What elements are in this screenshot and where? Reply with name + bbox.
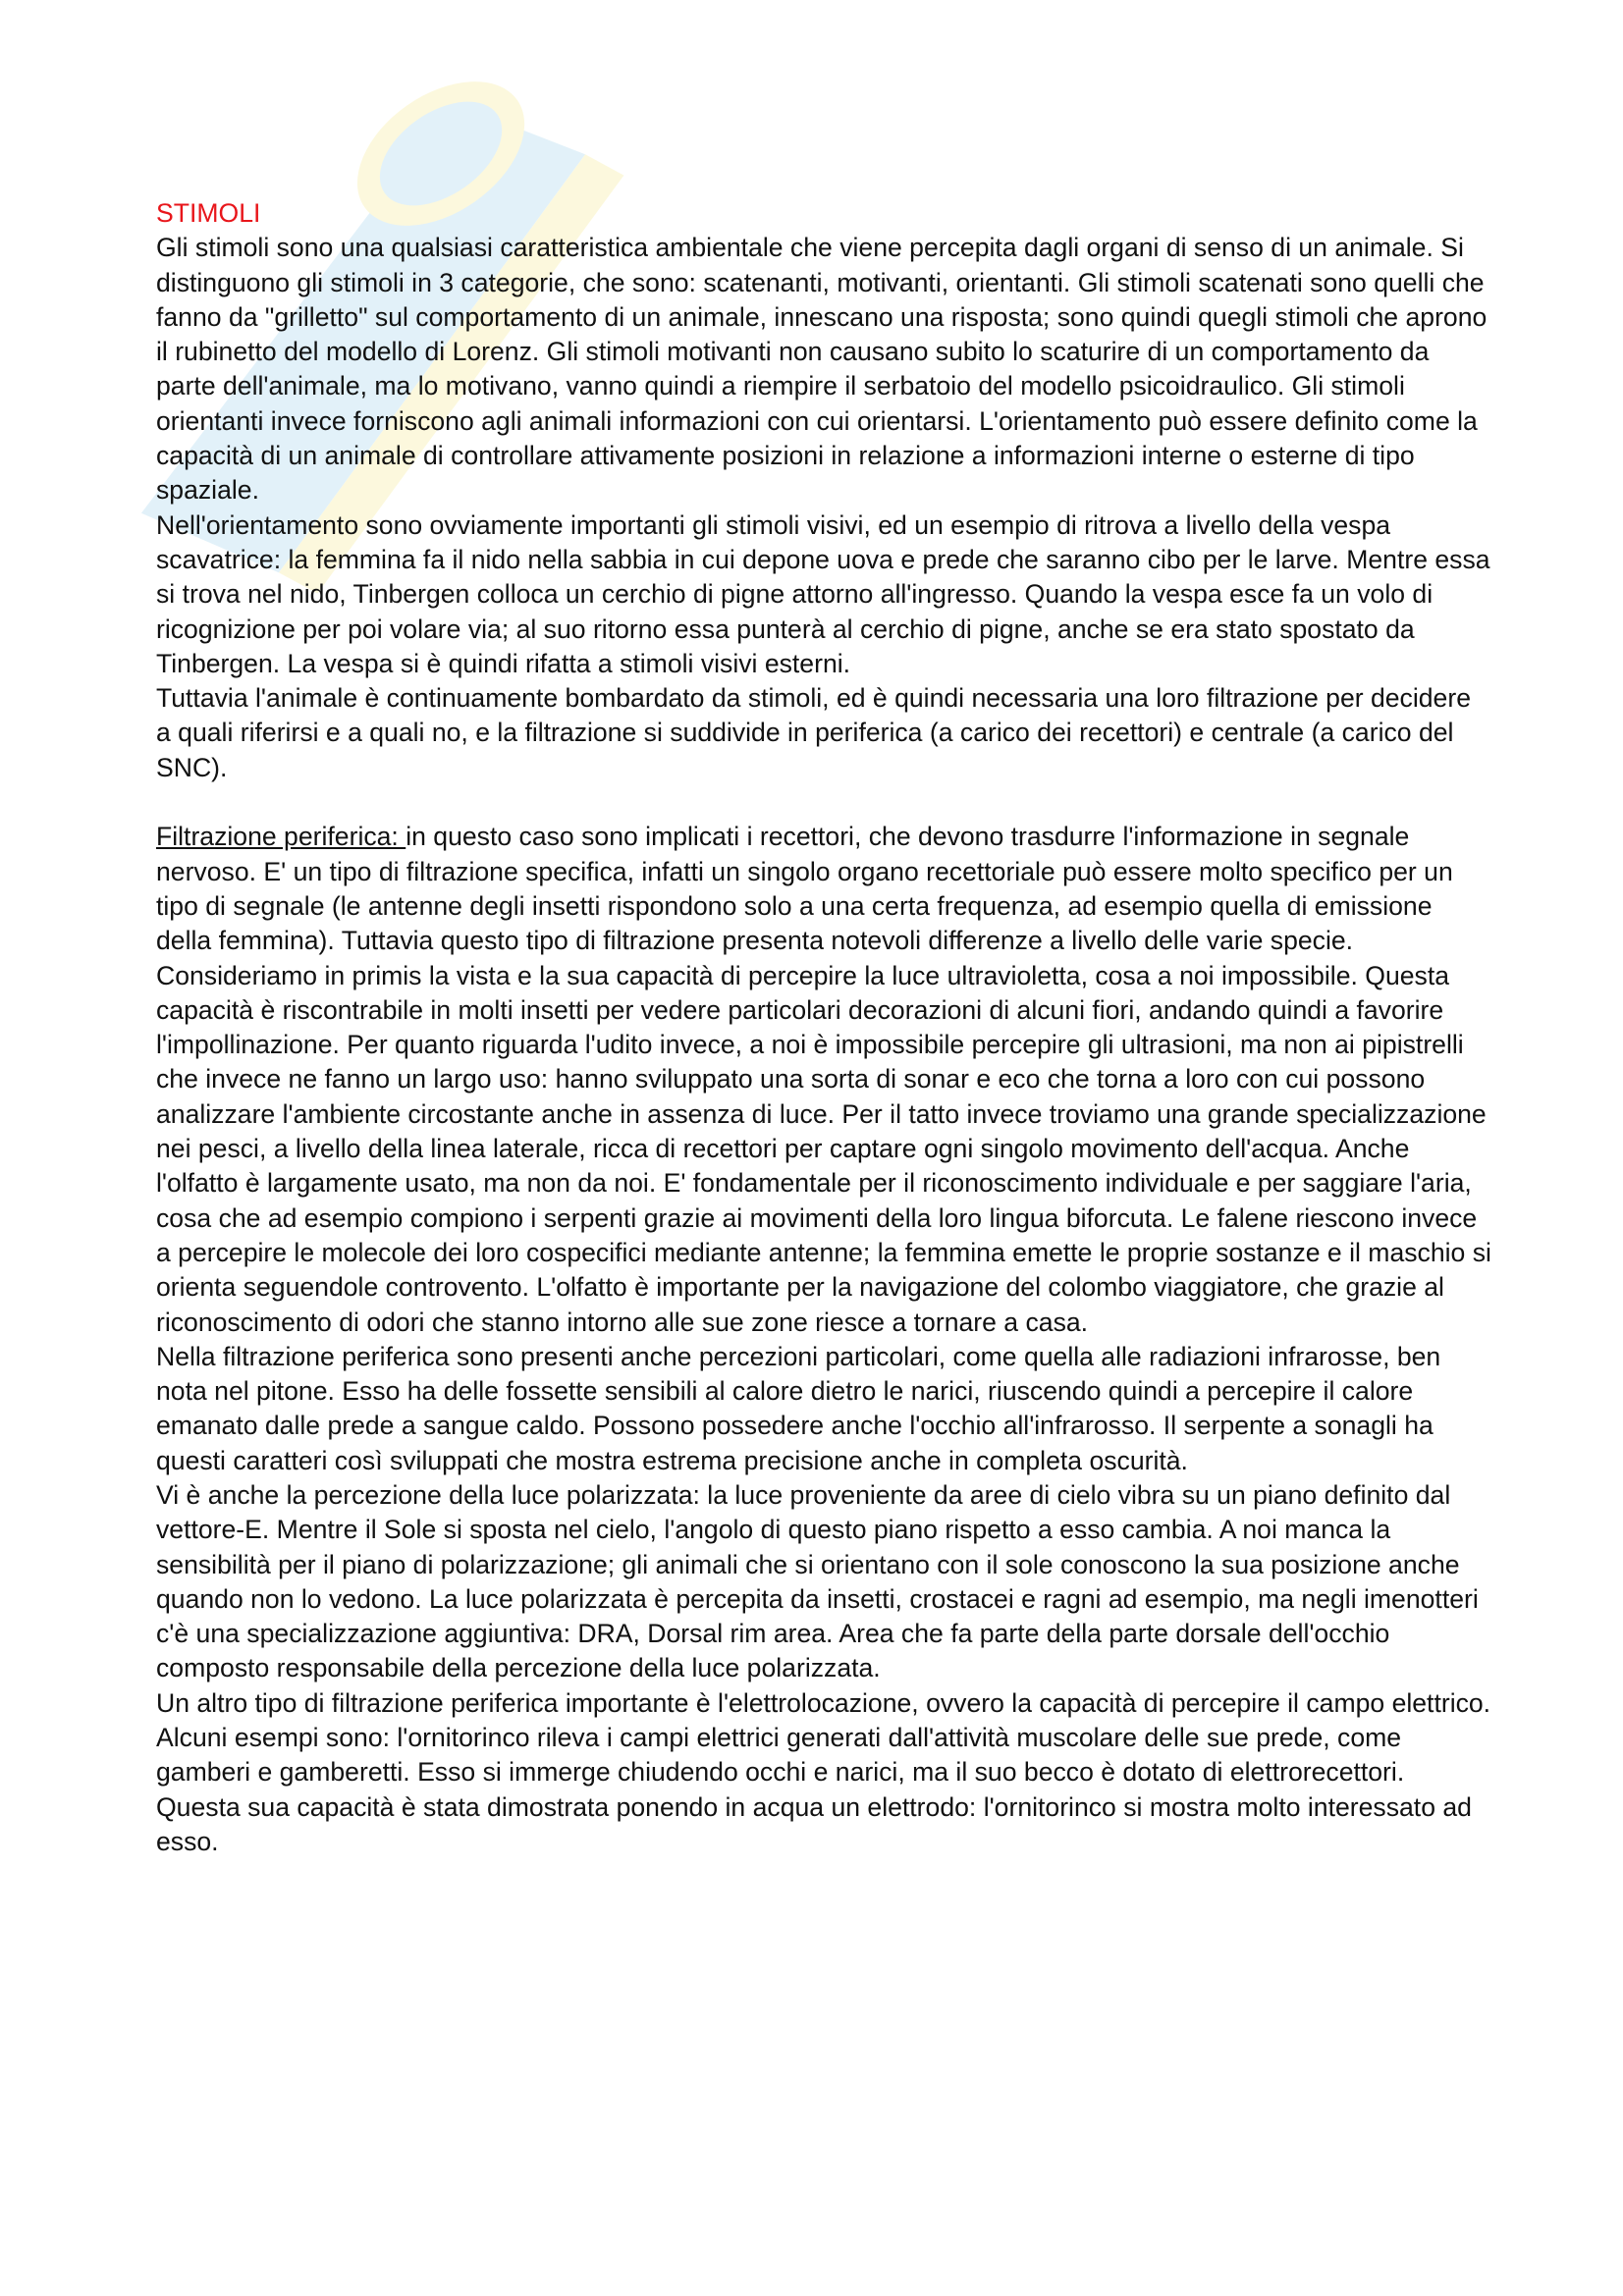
section-intro-text: in questo caso sono implicati i recettori, che devono trasdurre l'informazione in segnale nervoso. E' un tipo di filtrazione specifica, infatti un singolo organo recettoriale può essere molto specifico per un tipo di segnale (le antenne degli insetti rispondono solo a una certa frequenza, ad esempio quella di emissione della femmina). Tuttavia questo tipo di filtrazione presenta notevoli differenze a livello delle varie specie. [156, 822, 1453, 956]
paragraph-filtrazione: Tuttavia l'animale è continuamente bombardato da stimoli, ed è quindi necessaria una loro filtrazione per decidere a quali riferirsi e a quali no, e la filtrazione si suddivide in periferica (a carico dei recettori) e centrale (a carico del SNC). [156, 683, 1471, 782]
document-page [156, 196, 1491, 1859]
paragraph-filtrazione-periferica [156, 820, 1491, 958]
paragraph-sensi: Consideriamo in primis la vista e la sua capacità di percepire la luce ultravioletta, cosa a noi impossibile. Questa capacità è riscontrabile in molti insetti per vedere particolari decorazioni di alcuni fiori, andando quindi a favorire l'impollinazione. Per quanto riguarda l'udito invece, a noi è impossibile percepire gli ultrasioni, ma non ai pipistrelli che invece ne fanno un largo uso: hanno sviluppato una sorta di sonar e eco che torna a loro con cui possono analizzare l'ambiente circostante anche in assenza di luce. Per il tatto invece troviamo una grande specializzazione nei pesci, a livello della linea laterale, ricca di recettori per captare ogni singolo movimento dell'acqua. Anche l'olfatto è largamente usato, ma non da noi. E' fondamentale per il riconoscimento individuale e per saggiare l'aria, cosa che ad esempio compiono i serpenti grazie ai movimenti della loro lingua biforcuta. Le falene riescono invece a percepire le molecole dei loro cospecifici mediante antenne; la femmina emette le proprie sostanze e il maschio si orienta seguendole controvento. L'olfatto è importante per la navigazione del colombo viaggiatore, che grazie al riconoscimento di odori che stanno intorno alle sue zone riesce a tornare a casa. [156, 960, 1491, 1337]
paragraph-infrarosso: Nella filtrazione periferica sono presenti anche percezioni particolari, come quella alle radiazioni infrarosse, ben nota nel pitone. Esso ha delle fossette sensibili al calore dietro le narici, riuscendo quindi a percepire il calore emanato dalle prede a sangue caldo. Possono possedere anche l'occhio all'infrarosso. Il serpente a sonagli ha questi caratteri così sviluppati che mostra estrema precisione anche in completa oscurità. [156, 1341, 1441, 1475]
paragraph-orientamento-vespa: Nell'orientamento sono ovviamente importanti gli stimoli visivi, ed un esempio di ritrova a livello della vespa scavatrice: la femmina fa il nido nella sabbia in cui depone uova e prede che saranno cibo per le larve. Mentre essa si trova nel nido, Tinbergen colloca un cerchio di pigne attorno all'ingresso. Quando la vespa esce fa un volo di ricognizione per poi volare via; al suo ritorno essa punterà al cerchio di pigne, anche se era stato spostato da Tinbergen. La vespa si è quindi rifatta a stimoli visivi esterni. [156, 509, 1490, 678]
document-title: STIMOLI [156, 198, 261, 228]
paragraph-elettrolocazione: Un altro tipo di filtrazione periferica importante è l'elettrolocazione, ovvero la capacità di percepire il campo elettrico. Alcuni esempi sono: l'ornitorinco rileva i campi elettrici generati dall'attività muscolare delle sue prede, come gamberi e gamberetti. Esso si immerge chiudendo occhi e narici, ma il suo becco è dotato di elettrorecettori. Questa sua capacità è stata dimostrata ponendo in acqua un elettrodo: l'ornitorinco si mostra molto interessato ad esso. [156, 1687, 1491, 1856]
paragraph-luce-polarizzata: Vi è anche la percezione della luce polarizzata: la luce proveniente da aree di cielo vibra su un piano definito dal vettore-E. Mentre il Sole si sposta nel cielo, l'angolo di questo piano rispetto a esso cambia. A noi manca la sensibilità per il piano di polarizzazione; gli animali che si orientano con il sole conoscono la sua posizione anche quando non lo vedono. La luce polarizzata è percepita da insetti, crostacei e ragni ad esempio, ma negli imenotteri c'è una specializzazione aggiuntiva: DRA, Dorsal rim area. Area che fa parte della parte dorsale dell'occhio composto responsabile della percezione della luce polarizzata. [156, 1479, 1479, 1683]
paragraph-stimoli-definizione: Gli stimoli sono una qualsiasi caratteristica ambientale che viene percepita dagli organi di senso di un animale. Si distinguono gli stimoli in 3 categorie, che sono: scatenanti, motivanti, orientanti. Gli stimoli scatenati sono quelli che fanno da "grilletto" sul comportamento di un animale, innescano una risposta; sono quindi quegli stimoli che aprono il rubinetto del modello di Lorenz. Gli stimoli motivanti non causano subito lo scaturire di un comportamento da parte dell'animale, ma lo motivano, vanno quindi a riempire il serbatoio del modello psicoidraulico. Gli stimoli orientanti invece forniscono agli animali informazioni con cui orientarsi. L'orientamento può essere definito come la capacità di un animale di controllare attivamente posizioni in relazione a informazioni interne o esterne di tipo spaziale. [156, 233, 1488, 506]
section-heading-filtrazione-periferica: Filtrazione periferica: [156, 822, 406, 852]
blank-line [156, 785, 1491, 820]
